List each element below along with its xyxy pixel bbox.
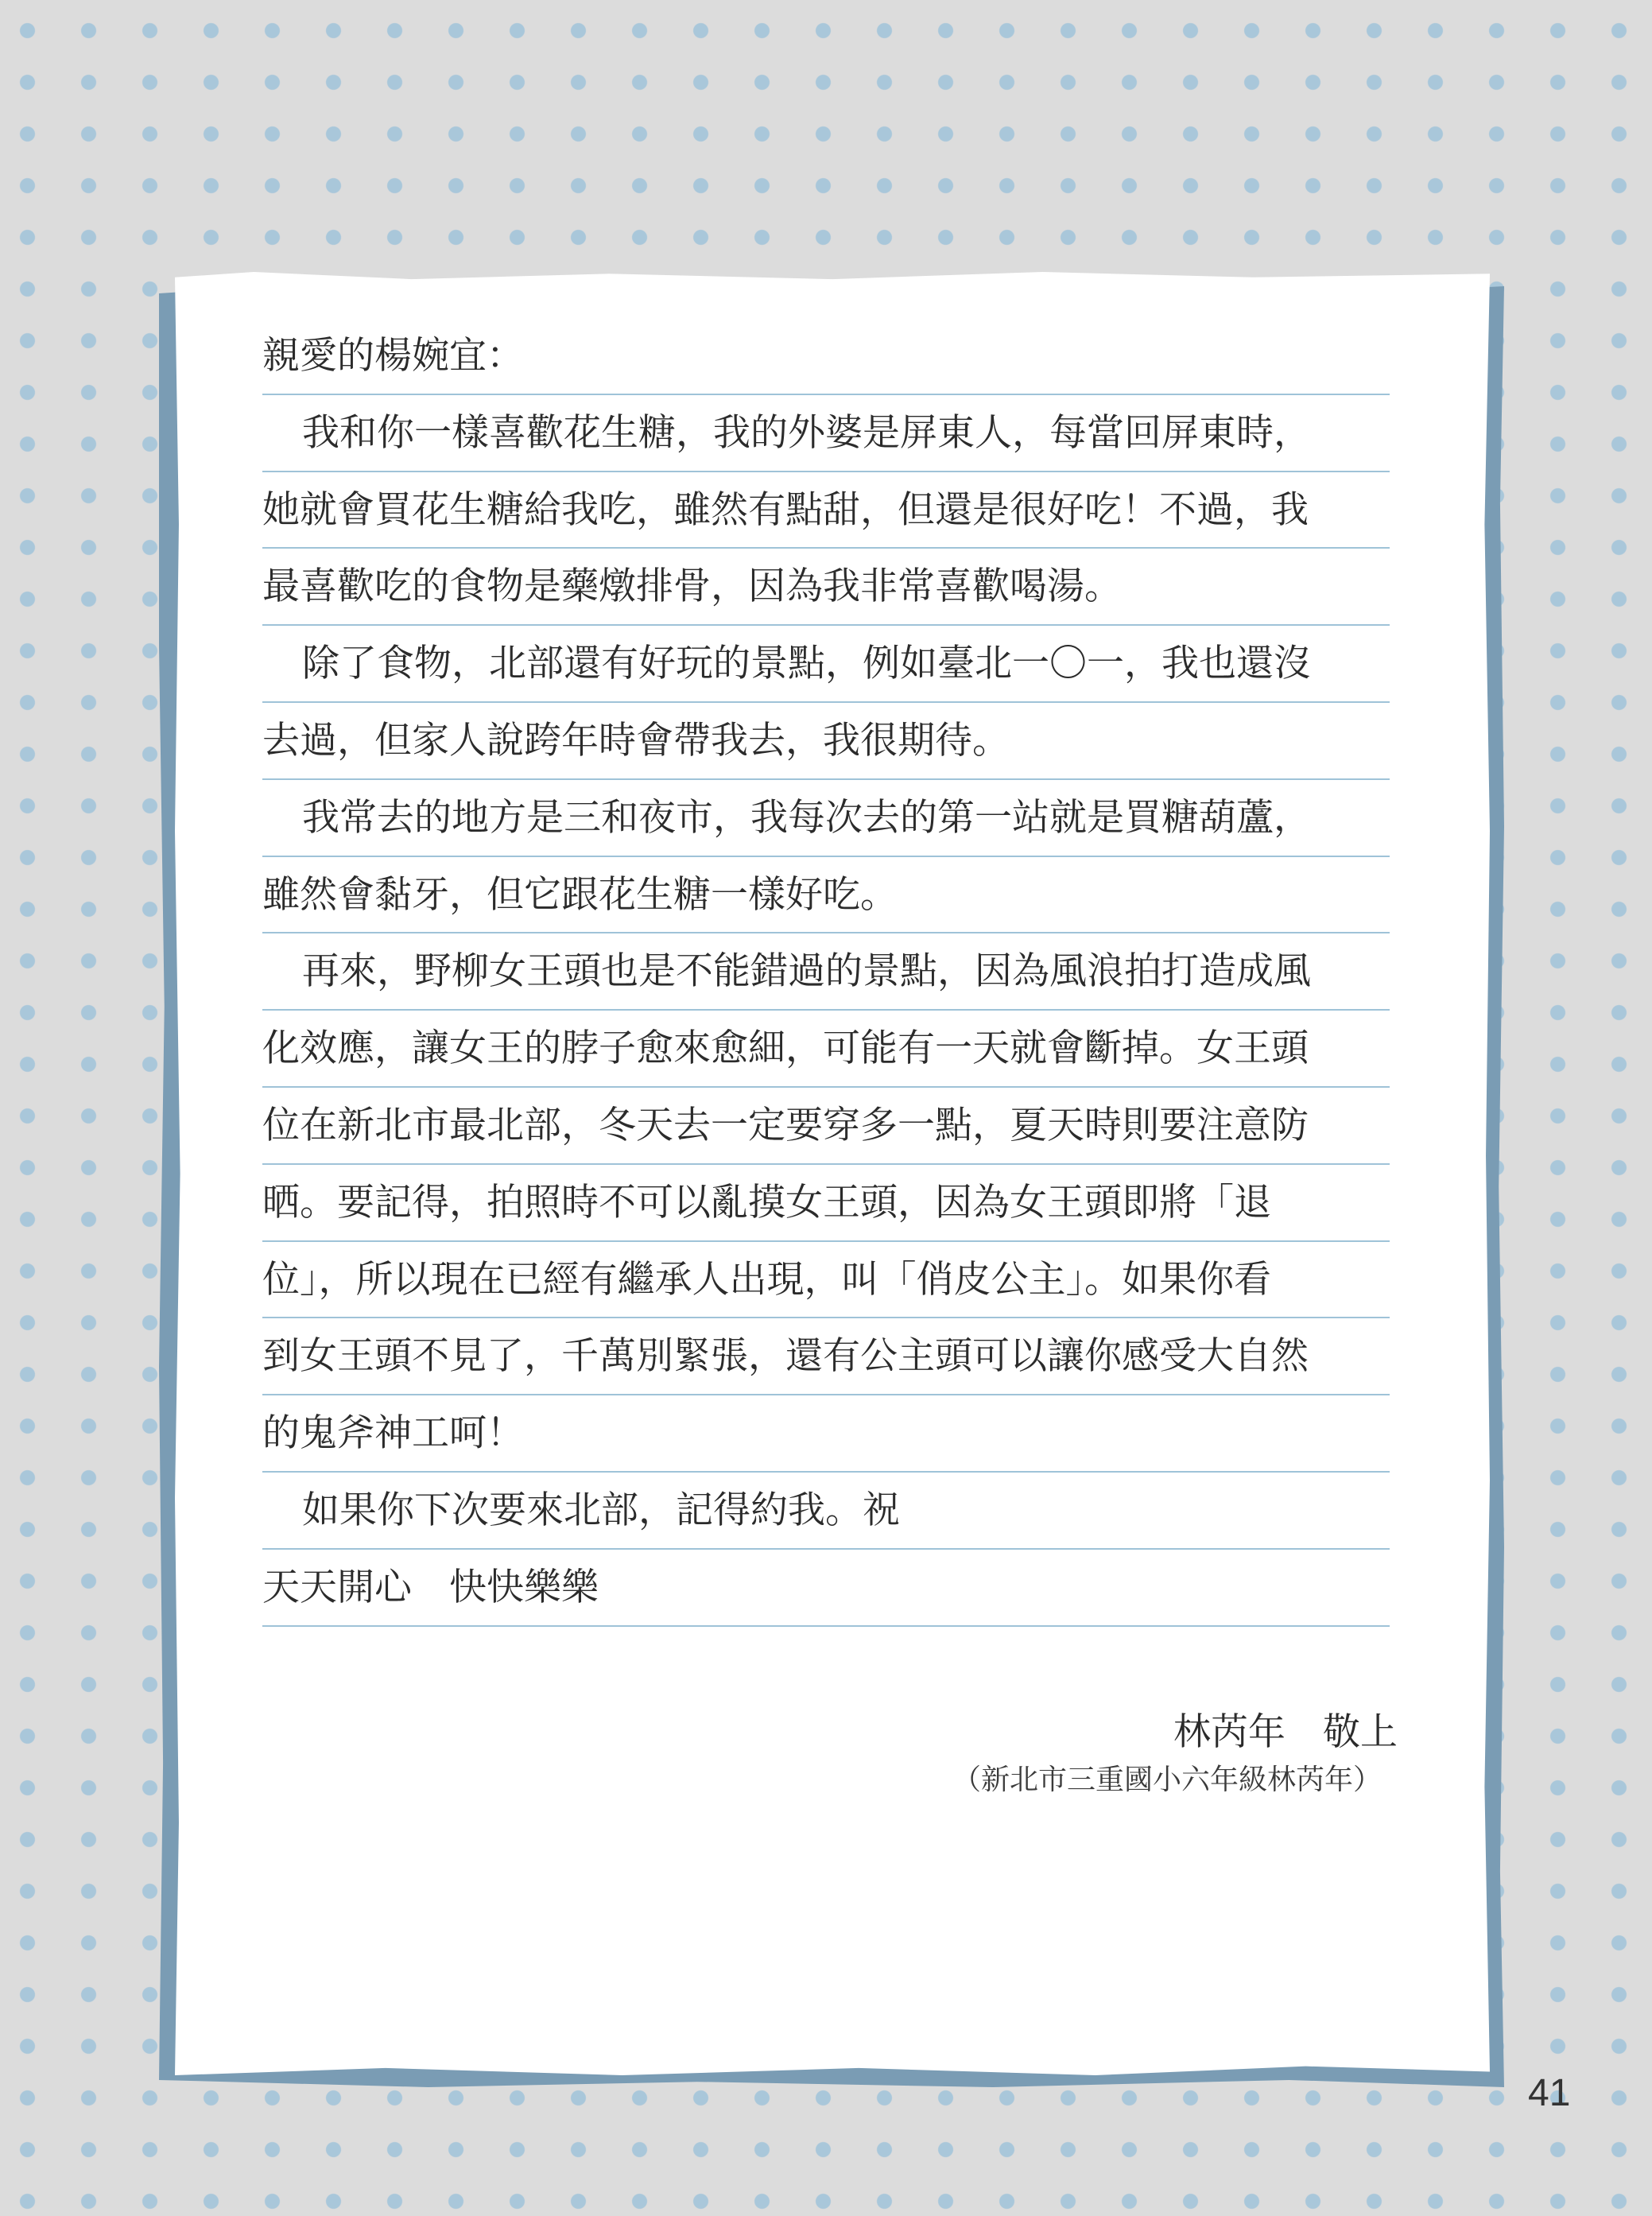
letter-blessing: 天天開心 快快樂樂: [262, 1550, 1390, 1627]
letter-line: 的鬼斧神工呵！: [262, 1395, 1390, 1473]
letter-line: 我和你一樣喜歡花生糖，我的外婆是屏東人，每當回屏東時，: [262, 395, 1390, 472]
letter-closing: 如果你下次要來北部，記得約我。祝: [262, 1473, 1390, 1550]
author-source: （新北市三重國小六年級林芮年）: [952, 1764, 1382, 1796]
page-number: 41: [1528, 2072, 1571, 2114]
letter-line: 晒。要記得，拍照時不可以亂摸女王頭，因為女王頭即將「退: [262, 1165, 1390, 1242]
letter-line: 除了食物，北部還有好玩的景點，例如臺北一〇一，我也還沒: [262, 626, 1390, 703]
letter-line: 最喜歡吃的食物是藥燉排骨，因為我非常喜歡喝湯。: [262, 549, 1390, 626]
letter-line: 化效應，讓女王的脖子愈來愈細，可能有一天就會斷掉。女王頭: [262, 1011, 1390, 1088]
letter-body: [262, 318, 1390, 1627]
letter-line: 再來，野柳女王頭也是不能錯過的景點，因為風浪拍打造成風: [262, 933, 1390, 1011]
letter-line: 位在新北市最北部，冬天去一定要穿多一點，夏天時則要注意防: [262, 1088, 1390, 1165]
letter-greeting: 親愛的楊婉宜：: [262, 318, 1390, 395]
letter-line: 到女王頭不見了，千萬別緊張，還有公主頭可以讓你感受大自然: [262, 1318, 1390, 1395]
letter-line: 我常去的地方是三和夜市，我每次去的第一站就是買糖葫蘆，: [262, 780, 1390, 857]
letter-signature: 林芮年 敬上: [1173, 1710, 1398, 1754]
letter-line: 雖然會黏牙，但它跟花生糖一樣好吃。: [262, 857, 1390, 934]
letter-line: 她就會買花生糖給我吃，雖然有點甜，但還是很好吃！不過，我: [262, 472, 1390, 549]
letter-line: 位」，所以現在已經有繼承人出現，叫「俏皮公主」。如果你看: [262, 1242, 1390, 1319]
letter-line: 去過，但家人說跨年時會帶我去，我很期待。: [262, 703, 1390, 780]
